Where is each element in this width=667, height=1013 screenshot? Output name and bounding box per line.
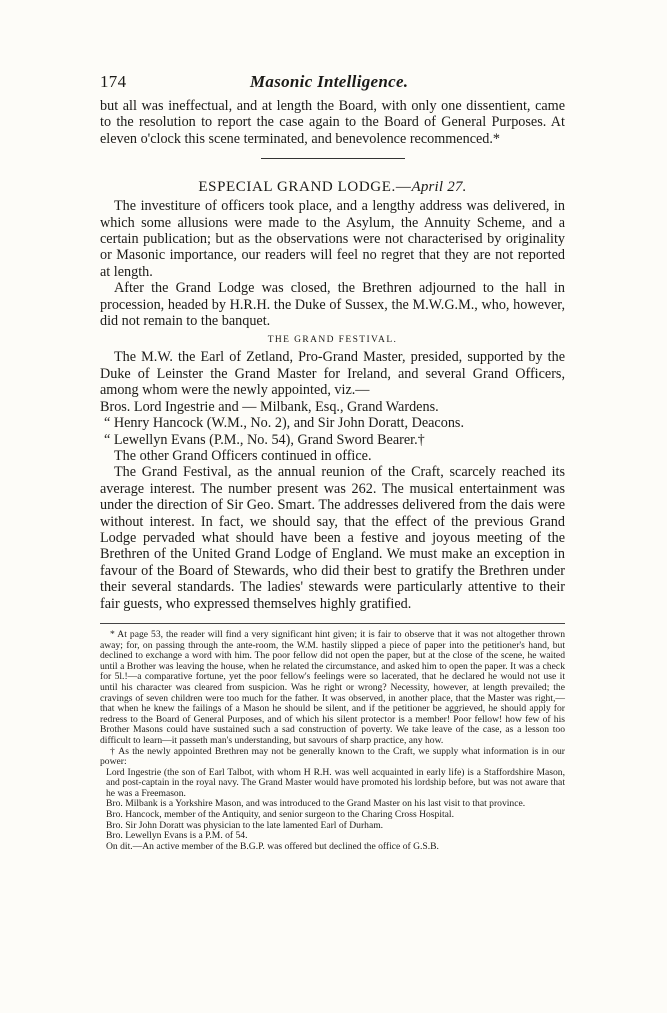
subheading-grand-festival: THE GRAND FESTIVAL.	[267, 335, 398, 346]
footnote-evans: Bro. Lewellyn Evans is a P.M. of 54.	[106, 830, 248, 842]
section-heading-text: ESPECIAL GRAND LODGE.—	[198, 179, 412, 196]
paragraph-continuation: but all was ineffectual, and at length the Board, with only one dissentient, came to the resolution to report the case again to the Board of General Purposes. At eleven o'clock this scene terminated, and benevolence recommenced.*	[100, 98, 565, 147]
running-title: Masonic Intelligence.	[250, 72, 409, 91]
footnote-on-dit: On dit.—An active member of the B.G.P. was offered but declined the office of G.S.B.	[106, 840, 439, 852]
page-header	[100, 72, 565, 98]
officer-line-deacons: “ Henry Hancock (W.M., No. 2), and Sir John Doratt, Deacons.	[104, 415, 464, 432]
footnote-rule	[100, 623, 565, 624]
paragraph-procession: After the Grand Lodge was closed, the Brethren adjourned to the hall in procession, headed by H.R.H. the Duke of Sussex, the M.W.G.M., who, however, did not remain to the banquet.	[100, 280, 565, 330]
main-text	[100, 98, 565, 612]
footnote-dagger: † As the newly appointed Brethren may not be generally known to the Craft, we supply what information is in our power:	[100, 745, 565, 768]
footnote-ingestrie: Lord Ingestrie (the son of Earl Talbot, with whom H R.H. was well acquainted in early life) is a Staffordshire Mason, and post-captain in the royal navy. The Grand Master would have promoted his lordship before, but was not aware that he was a Freemason.	[106, 766, 565, 799]
book-page	[100, 72, 565, 852]
footnote-milbank: Bro. Milbank is a Yorkshire Mason, and was introduced to the Grand Master on his last visit to that province.	[106, 798, 526, 810]
footnotes	[100, 630, 565, 852]
paragraph-festival-report: The Grand Festival, as the annual reunion of the Craft, scarcely reached its average interest. The number present was 262. The musical entertainment was under the direction of Sir Geo. Smart. The addresses delivered from the dais were without interest. In fact, we should say, that the effect of the previous Grand Lodge pervaded what should have been a festive and joyous meeting of the Brethren of the United Grand Lodge of England. We must make an exception in favour of the Board of Stewards, who did their best to gratify the Brethren under their several standards. The ladies' stewards were particularly attentive to their fair guests, who expressed themselves highly gratified.	[100, 464, 565, 612]
footnote-doratt: Bro. Sir John Doratt was physician to the late lamented Earl of Durham.	[106, 819, 384, 831]
section-heading	[100, 179, 565, 196]
officer-line-sword-bearer: “ Lewellyn Evans (P.M., No. 54), Grand Sword Bearer.†	[104, 431, 425, 448]
paragraph-other-officers: The other Grand Officers continued in office.	[114, 447, 372, 464]
officer-line-wardens: Bros. Lord Ingestrie and — Milbank, Esq., Grand Wardens.	[100, 398, 439, 415]
footnote-asterisk: * At page 53, the reader will find a very significant hint given; it is fair to observe that it was not altogether thrown away; for, on passing through the ante-room, the W.M. hastily slipped a piece of paper into the petitioner's hand, but declined to exchange a word with him. The poor fellow did not open the paper, but at the close of the scene, he waited until a Brother was leaving the house, when he related the circumstance, and asked him to open the paper. It was a check for 5l.!—a comparative fortune, yet the poor fellow's feelings were so lacerated, that he declared he would not use it until his character was cleared from suspicion. Was he right or wrong? Necessity, however, at length prevailed; the cravings of seven children were too much for the father. It was observed, in another place, that the Master was right,—that when he knew the failings of a Mason he should be silent, and if the petitioner be aggrieved, he should apply for redress to the Board of General Purposes, and of which his silent protector is a member! Poor fellow! how few of his Brother Masons could have sustained such a sad construction of poverty. We take leave of the case, as a lesson too difficult to learn—it passeth man's understanding, but savours of sharp practice, any how.	[100, 628, 565, 746]
paragraph-festival-intro: The M.W. the Earl of Zetland, Pro-Grand Master, presided, supported by the Duke of Leinster the Grand Master for Ireland, and several Grand Officers, among whom were the newly appointed, viz.—	[100, 349, 565, 399]
section-heading-date: April 27.	[411, 179, 467, 196]
paragraph-investiture: The investiture of officers took place, and a lengthy address was delivered, in which some allusions were made to the Asylum, the Annuity Scheme, and a certain publication; but as the observations were not characterised by originality or Masonic importance, our readers will feel no regret that they are not reported at length.	[100, 198, 565, 280]
section-divider	[261, 158, 405, 159]
footnote-hancock: Bro. Hancock, member of the Antiquity, and senior surgeon to the Charing Cross Hospital.	[106, 809, 454, 821]
page-number: 174	[100, 72, 127, 91]
